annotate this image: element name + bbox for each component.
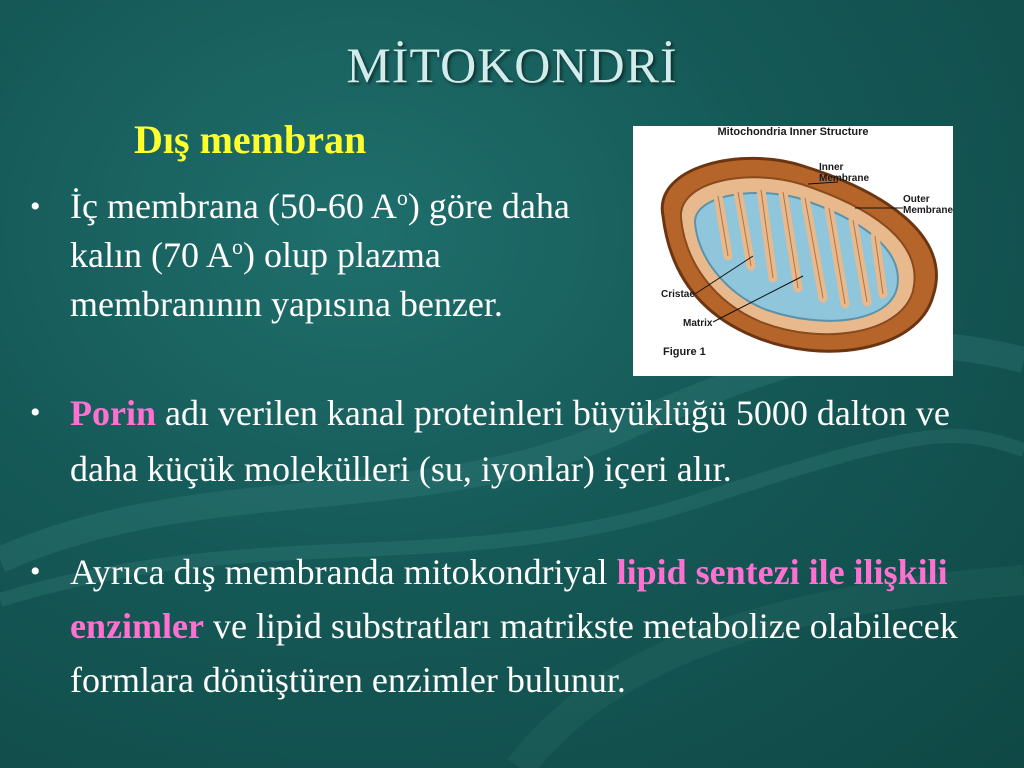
bullet-3-text-a: Ayrıca dış membranda mitokondriyal: [70, 552, 617, 592]
figure-title: Mitochondria Inner Structure: [717, 126, 869, 138]
bullet-inner-membrane-comparison: [30, 182, 630, 329]
bullet-2-text: adı verilen kanal proteinleri büyüklüğü 5000 dalton ve daha küçük molekülleri (su, iyonlar) içeri alır.: [70, 393, 950, 489]
bullet-1-sup-b: o: [231, 234, 243, 259]
slide-title: MİTOKONDRİ: [346, 37, 678, 93]
mitochondria-figure: [633, 126, 953, 376]
bullet-1-text-a: İç membrana (50-60 A: [70, 186, 397, 226]
bullet-2-highlight: Porin: [70, 393, 156, 433]
label-outer-membrane: Outer Membrane: [903, 194, 953, 216]
bullet-dot-icon: •: [30, 555, 41, 588]
label-cristae: Cristae: [661, 289, 695, 300]
bullet-dot-icon: •: [30, 190, 41, 223]
bullet-3-highlight: lipid sentezi ile ilişkili enzimler: [70, 552, 948, 646]
bullet-dot-icon: •: [30, 396, 41, 429]
bullet-3-text-b: ve lipid substratları matrikste metabolize olabilecek formlara dönüştüren enzimler bulunur.: [70, 606, 958, 700]
label-inner-membrane: Inner Membrane: [819, 162, 870, 184]
bullet-porin: [30, 385, 990, 497]
slide-subtitle: Dış membran: [134, 117, 367, 162]
figure-caption: Figure 1: [663, 346, 706, 358]
bullet-1-sup-a: o: [396, 185, 408, 210]
mitochondria-illustration: [633, 126, 953, 376]
label-matrix: Matrix: [683, 318, 713, 329]
bullet-1-text-b: ) göre daha kalın (70 A: [70, 186, 570, 275]
bullet-lipid-enzymes: [30, 545, 990, 707]
bullet-1-text-c: ) olup plazma membranının yapısına benzer.: [70, 235, 503, 324]
